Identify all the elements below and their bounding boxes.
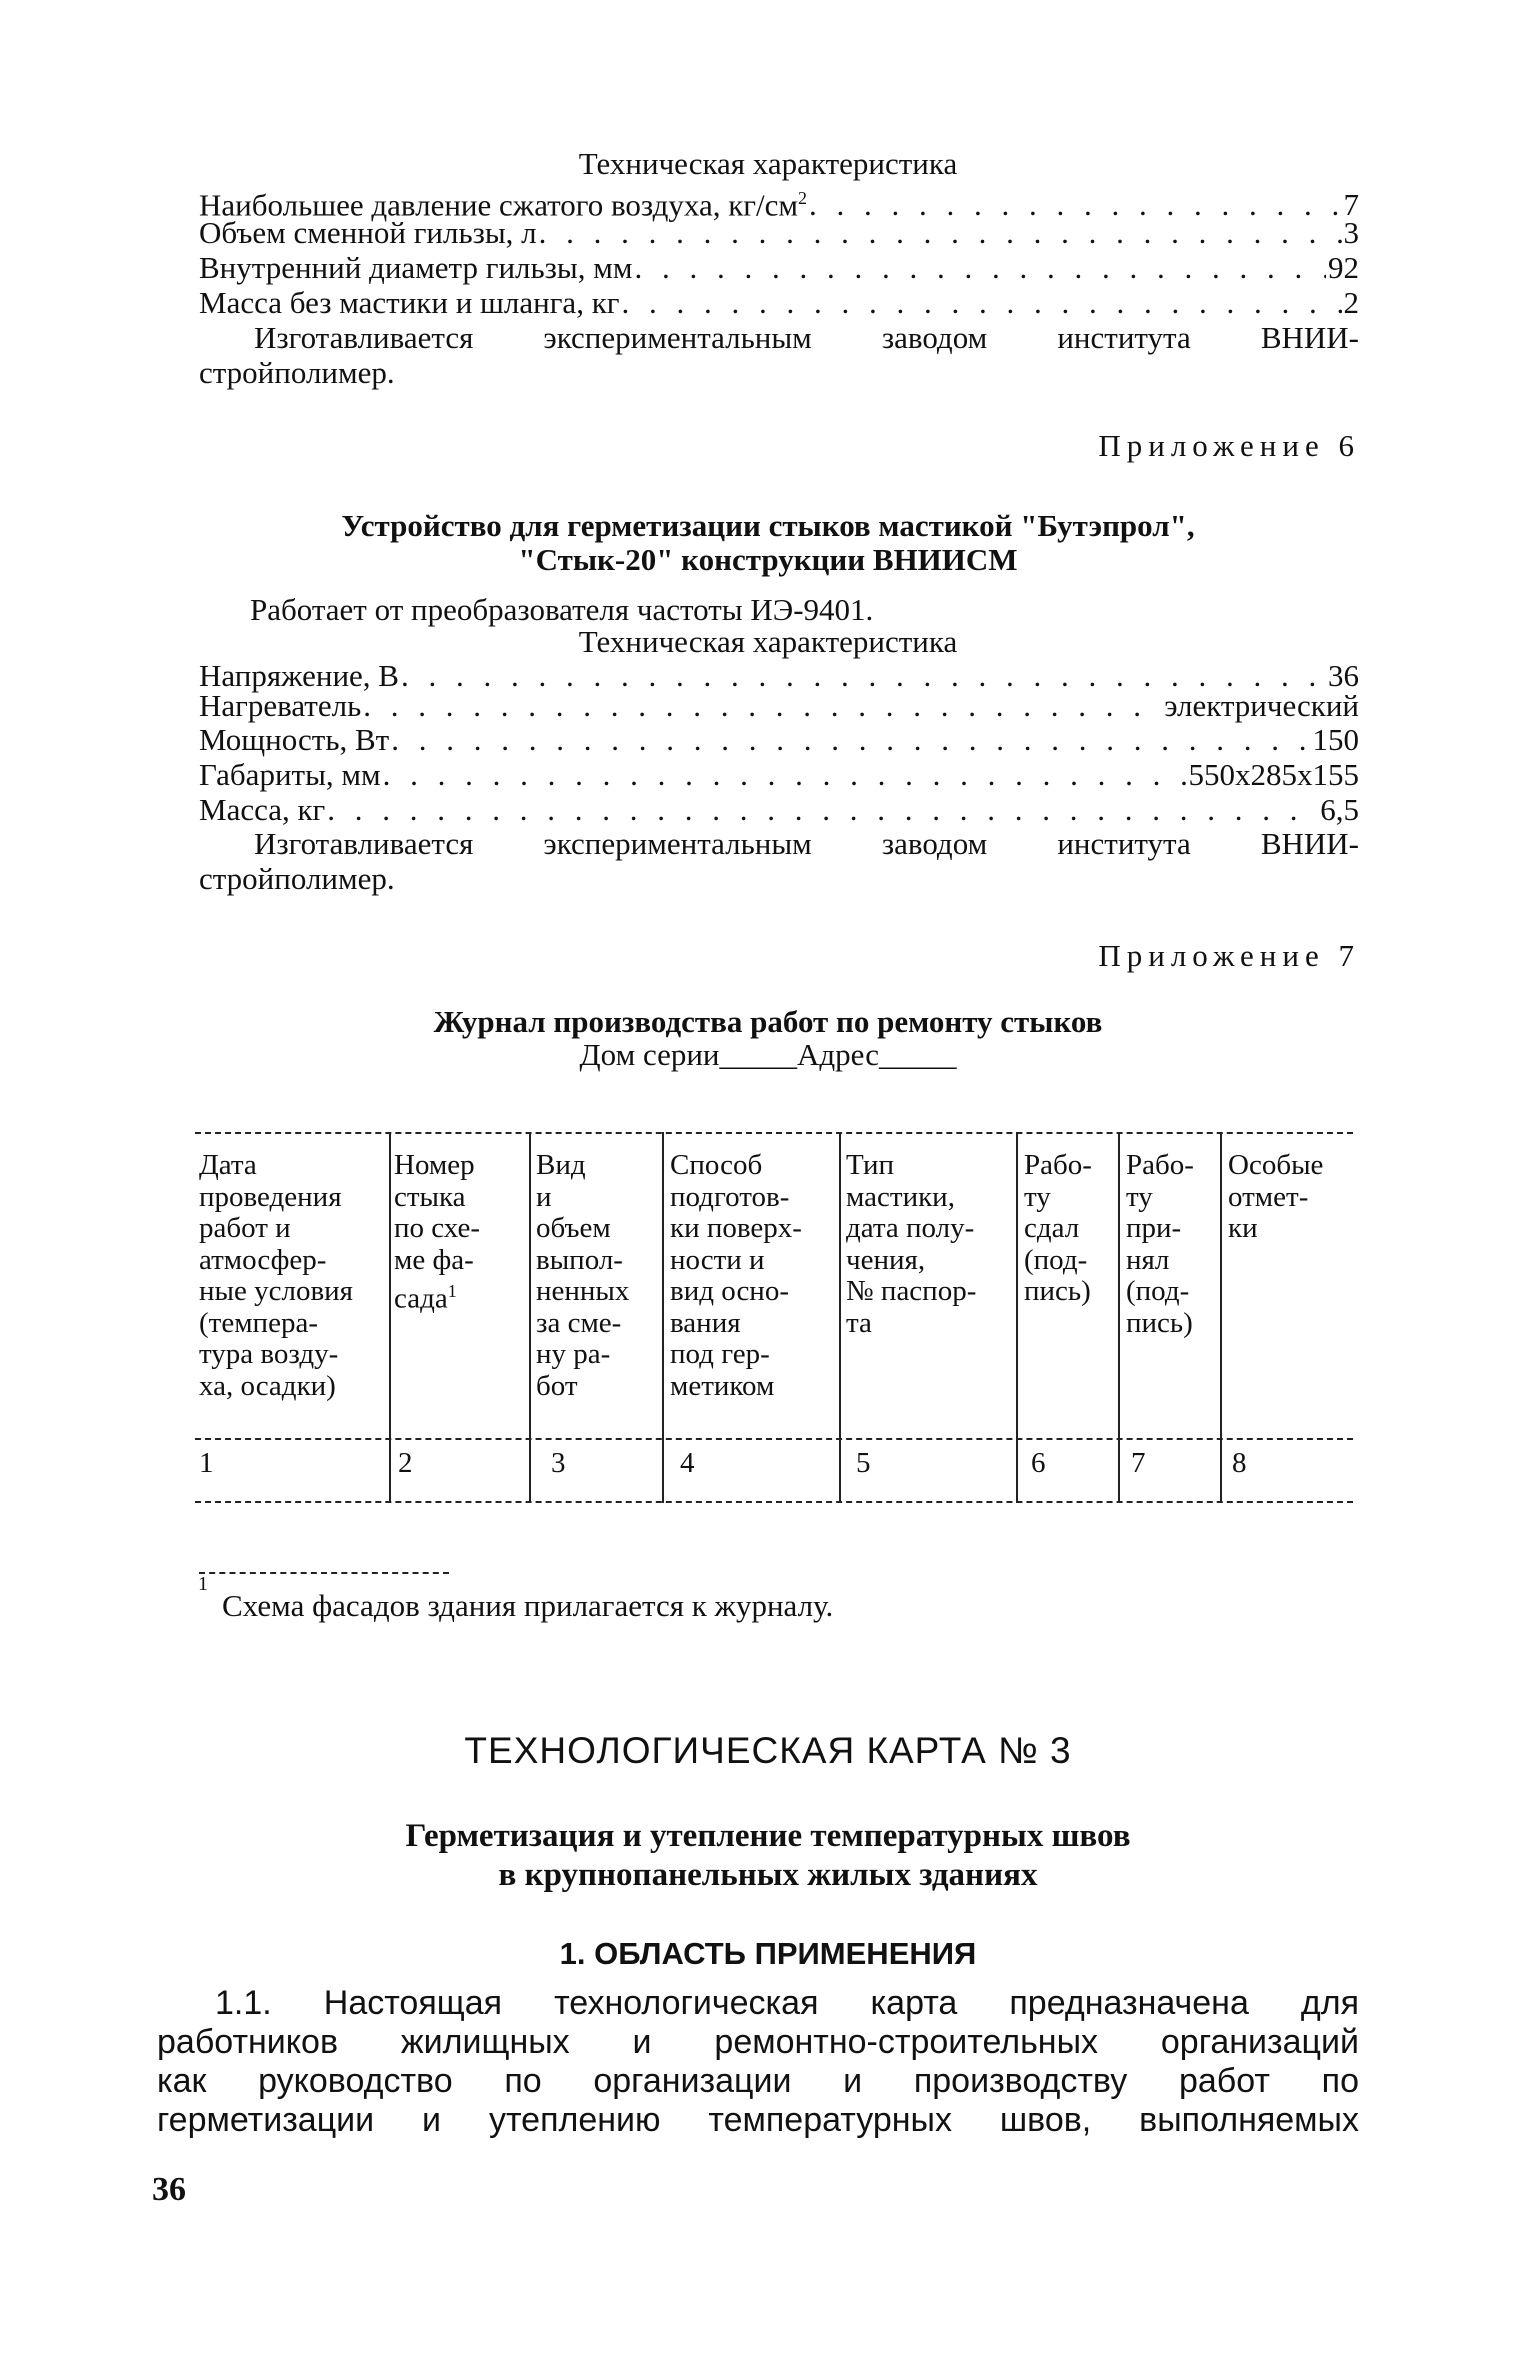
table-header-cell: Дата проведения работ и атмосфер- ные условия (темпера- тура возду- ха, осадки) (199, 1149, 354, 1402)
spec-value: 36 (1328, 658, 1359, 693)
dot-leader (621, 285, 1341, 321)
spec-label: Масса, кг (199, 792, 326, 827)
spec-value: 92 (1328, 250, 1359, 285)
spec-row (199, 285, 1359, 321)
tech-card-subtitle: Герметизация и утепление температурных швов (405, 1818, 1131, 1854)
footnote-text: Схема фасадов здания прилагается к журналу. (222, 1588, 834, 1623)
spec-row (199, 792, 1359, 828)
spec-label: Мощность, Вт (199, 722, 390, 757)
spec-label: Внутренний диаметр гильзы, мм (199, 250, 633, 285)
spec-label: Объем сменной гильзы, л (199, 215, 537, 250)
column-divider (662, 1132, 664, 1503)
table-header-cell: Особые отмет- ки (1228, 1149, 1324, 1244)
footnote-mark: 1 (198, 1573, 208, 1595)
column-number: 5 (856, 1447, 871, 1479)
spec-row (199, 250, 1359, 286)
dot-leader (539, 215, 1342, 251)
table-rule-top (195, 1132, 1353, 1134)
table-rule-mid (195, 1438, 1353, 1440)
maker-line: Изготавливается экспериментальным заводом института ВНИИ- (254, 826, 1359, 861)
works-from-text: Работает от преобразователя частоты ИЭ-9401. (250, 592, 874, 627)
footnote-rule (199, 1572, 449, 1574)
column-divider (1118, 1132, 1120, 1503)
spec-value: 550х285х155 (1188, 757, 1359, 792)
table-header-cell: Рабо- ту при- нял (под- пись) (1126, 1149, 1194, 1339)
spec-label: Масса без мастики и шланга, кг (199, 285, 620, 320)
tech-card-subtitle-2: в крупнопанельных жилых зданиях (498, 1857, 1038, 1893)
table-rule-bottom (195, 1501, 1353, 1503)
page-number: 36 (152, 2171, 186, 2208)
spec-value: 6,5 (1320, 792, 1359, 827)
spec-label: Напряжение, В (199, 658, 399, 693)
column-divider (1016, 1132, 1018, 1503)
paragraph-line: работников жилищных и ремонтно-строительных организаций (157, 2023, 1359, 2061)
appendix-6-title: Устройство для герметизации стыков мастикой "Бутэпрол", (341, 508, 1195, 543)
maker-line-end: стройполимер. (199, 355, 395, 390)
dot-leader (383, 757, 1187, 793)
column-number: 4 (680, 1447, 695, 1479)
spec-row (199, 688, 1359, 724)
journal-title: Журнал производства работ по ремонту стыков (433, 1004, 1103, 1039)
paragraph-line: как руководство по организации и производству работ по (157, 2062, 1359, 2100)
spec-value: 7 (1343, 187, 1359, 223)
spec-row (199, 180, 1359, 223)
appendix-6-label: Приложение 6 (1098, 428, 1360, 463)
appendix-6-title-2: "Стык-20" конструкции ВНИИСМ (518, 542, 1018, 577)
column-number: 6 (1031, 1447, 1046, 1479)
appendix-7-label: Приложение 7 (1098, 938, 1360, 973)
spec-value: 150 (1312, 722, 1359, 757)
table-header-cell: Тип мастики, дата полу- чения, № паспор- та (846, 1149, 977, 1339)
column-divider (389, 1132, 391, 1503)
spec-title-2: Техническая характеристика (578, 624, 958, 659)
column-number: 2 (398, 1447, 413, 1479)
column-divider (839, 1132, 841, 1503)
maker-line-end: стройполимер. (199, 861, 395, 896)
spec-label: Габариты, мм (199, 757, 381, 792)
column-number: 8 (1232, 1447, 1247, 1479)
column-divider (1220, 1132, 1222, 1503)
column-number: 3 (551, 1447, 566, 1479)
section-title: 1. ОБЛАСТЬ ПРИМЕНЕНИЯ (559, 1936, 977, 1971)
dot-leader (634, 250, 1326, 286)
tech-card-title: ТЕХНОЛОГИЧЕСКАЯ КАРТА № 3 (464, 1730, 1072, 1771)
table-header-cell: Вид и объем выпол- ненных за сме- ну ра- бот (536, 1149, 630, 1402)
dot-leader (363, 688, 1162, 724)
maker-line: Изготавливается экспериментальным заводом института ВНИИ- (254, 320, 1359, 355)
spec-value: 2 (1343, 285, 1359, 320)
paragraph-line: герметизации и утеплению температурных швов, выполняемых (157, 2101, 1359, 2139)
table-header-cell: Рабо- ту сдал (под- пись) (1024, 1149, 1092, 1307)
table-header-cell: Способ подготов- ки поверх- ности и вид осно- вания под гер- метиком (670, 1149, 802, 1402)
dot-leader (391, 722, 1310, 758)
column-divider (529, 1132, 531, 1503)
paragraph-line: 1.1. Настоящая технологическая карта предназначена для (215, 1984, 1359, 2022)
spec-row (199, 722, 1359, 758)
spec-value: электрический (1164, 688, 1359, 723)
spec-label: Нагреватель (199, 688, 362, 723)
table-header-cell: Номер стыка по схе- ме фа- сада$^1$ (394, 1149, 481, 1315)
spec-label: Наибольшее давление сжатого воздуха, $кг/см^2$ (199, 187, 807, 223)
dot-leader (327, 792, 1318, 828)
spec-row (199, 215, 1359, 251)
column-number: 7 (1131, 1447, 1146, 1479)
spec-value: 3 (1343, 215, 1359, 250)
spec-title-1: Техническая характеристика (578, 146, 958, 181)
spec-row (199, 757, 1359, 793)
column-number: 1 (199, 1447, 214, 1479)
journal-subtitle: Дом серии_____Адрес_____ (579, 1037, 957, 1072)
